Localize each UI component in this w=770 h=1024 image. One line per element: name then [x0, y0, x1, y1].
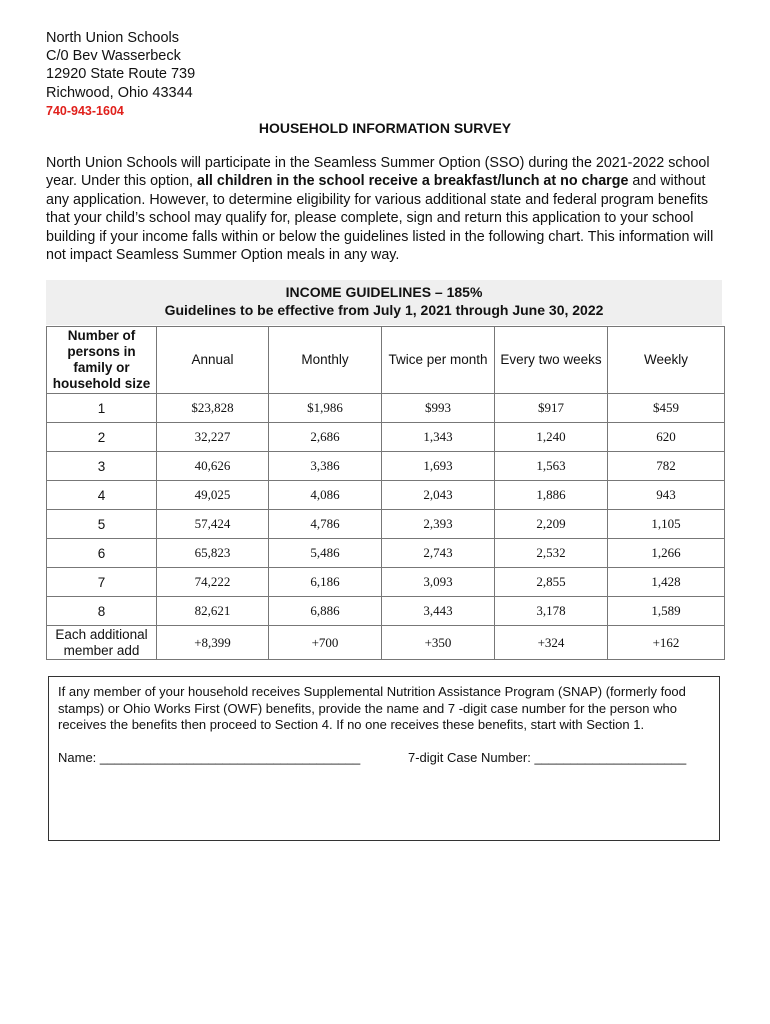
income-guidelines-title: INCOME GUIDELINES – 185%: [285, 284, 483, 300]
cell-monthly: $1,986: [269, 394, 382, 423]
cell-twice-per-month: 3,443: [382, 597, 495, 626]
cell-household-size: 6: [47, 539, 157, 568]
cell-annual: +8,399: [157, 626, 269, 660]
intro-text-bold: all children in the school receive a breakfast/lunch at no charge: [197, 173, 629, 190]
cell-annual: 74,222: [157, 568, 269, 597]
cell-household-size: 5: [47, 510, 157, 539]
cell-monthly: 2,686: [269, 423, 382, 452]
intro-text-start: North Union Schools will participate in the Seamless Summer Option (SSO) during the 2021-2022 school year. Under this option,: [46, 155, 710, 190]
case-number-field[interactable]: 7-digit Case Number: _____________________: [408, 749, 687, 765]
table-row: [47, 423, 725, 452]
table-row: [47, 539, 725, 568]
cell-household-size: 4: [47, 481, 157, 510]
address-line-4: Richwood, Ohio 43344: [46, 84, 193, 101]
table-row: [47, 568, 725, 597]
cell-every-two-weeks: 2,209: [495, 510, 608, 539]
cell-monthly: 6,886: [269, 597, 382, 626]
cell-annual: 49,025: [157, 481, 269, 510]
survey-title: HOUSEHOLD INFORMATION SURVEY: [258, 120, 512, 136]
cell-monthly: 6,186: [269, 568, 382, 597]
cell-twice-per-month: 2,743: [382, 539, 495, 568]
cell-every-two-weeks: 1,563: [495, 452, 608, 481]
address-line-3: 12920 State Route 739: [46, 66, 196, 83]
intro-text-end: and without any application. However, to determine eligibility for various additional state and federal program benefits that your child’s school may qualify for, please complete, sign and return this application to your school building if your income falls within or below the guidelines listed in the following chart. This information will not impact Seamless Summer Option meals in any way.: [46, 173, 714, 264]
cell-household-size: 3: [47, 452, 157, 481]
income-guidelines-header: [46, 280, 722, 325]
cell-annual: 40,626: [157, 452, 269, 481]
cell-household-size: 7: [47, 568, 157, 597]
cell-annual: 65,823: [157, 539, 269, 568]
column-header-every-two-weeks: Every two weeks: [495, 327, 608, 394]
cell-annual: 57,424: [157, 510, 269, 539]
table-header-row: [47, 327, 725, 394]
income-guidelines-table: [46, 326, 725, 660]
phone-number: 740-943-1604: [46, 103, 124, 118]
table-row: [47, 597, 725, 626]
table-row: [47, 626, 725, 660]
cell-weekly: $459: [608, 394, 725, 423]
cell-monthly: +700: [269, 626, 382, 660]
cell-twice-per-month: 1,343: [382, 423, 495, 452]
cell-weekly: 1,589: [608, 597, 725, 626]
snap-fields: [58, 750, 709, 767]
table-row: [47, 510, 725, 539]
cell-weekly: 943: [608, 481, 725, 510]
income-guidelines-subtitle: Guidelines to be effective from July 1, 2021 through June 30, 2022: [164, 302, 604, 318]
cell-every-two-weeks: 1,240: [495, 423, 608, 452]
cell-every-two-weeks: 1,886: [495, 481, 608, 510]
cell-twice-per-month: $993: [382, 394, 495, 423]
cell-weekly: 1,105: [608, 510, 725, 539]
cell-monthly: 3,386: [269, 452, 382, 481]
cell-household-size: 2: [47, 423, 157, 452]
table-row: [47, 481, 725, 510]
name-field[interactable]: Name: ____________________________________: [58, 749, 361, 765]
column-header-annual: Annual: [157, 327, 269, 394]
cell-annual: 32,227: [157, 423, 269, 452]
snap-instructions: If any member of your household receives Supplemental Nutrition Assistance Program (SNAP) (formerly food stamps) or Ohio Works First (OWF) benefits, provide the name and 7 -digit case number for the person who receives the benefits then proceed to Section 4. If no one receives these benefits, start with Section 1.: [58, 684, 686, 733]
sender-address: [46, 29, 195, 120]
cell-annual: 82,621: [157, 597, 269, 626]
cell-weekly: 1,266: [608, 539, 725, 568]
cell-weekly: 1,428: [608, 568, 725, 597]
intro-paragraph: [46, 154, 726, 264]
cell-annual: $23,828: [157, 394, 269, 423]
cell-every-two-weeks: $917: [495, 394, 608, 423]
table-row: [47, 452, 725, 481]
cell-monthly: 4,786: [269, 510, 382, 539]
cell-monthly: 4,086: [269, 481, 382, 510]
address-line-2: C/0 Bev Wasserbeck: [46, 48, 181, 65]
cell-every-two-weeks: 2,532: [495, 539, 608, 568]
column-header-household-size: Number of persons in family or household size: [47, 327, 157, 394]
cell-monthly: 5,486: [269, 539, 382, 568]
cell-every-two-weeks: 2,855: [495, 568, 608, 597]
table-row: [47, 394, 725, 423]
address-line-1: North Union Schools: [46, 30, 179, 46]
column-header-weekly: Weekly: [608, 327, 725, 394]
cell-weekly: 620: [608, 423, 725, 452]
cell-twice-per-month: +350: [382, 626, 495, 660]
cell-weekly: 782: [608, 452, 725, 481]
cell-household-size: 8: [47, 597, 157, 626]
snap-owf-box: [48, 676, 720, 841]
cell-household-size: 1: [47, 394, 157, 423]
cell-every-two-weeks: 3,178: [495, 597, 608, 626]
column-header-twice-per-month: Twice per month: [382, 327, 495, 394]
cell-weekly: +162: [608, 626, 725, 660]
cell-every-two-weeks: +324: [495, 626, 608, 660]
cell-household-size: Each additional member add: [47, 626, 157, 660]
cell-twice-per-month: 2,393: [382, 510, 495, 539]
cell-twice-per-month: 3,093: [382, 568, 495, 597]
column-header-monthly: Monthly: [269, 327, 382, 394]
cell-twice-per-month: 2,043: [382, 481, 495, 510]
cell-twice-per-month: 1,693: [382, 452, 495, 481]
